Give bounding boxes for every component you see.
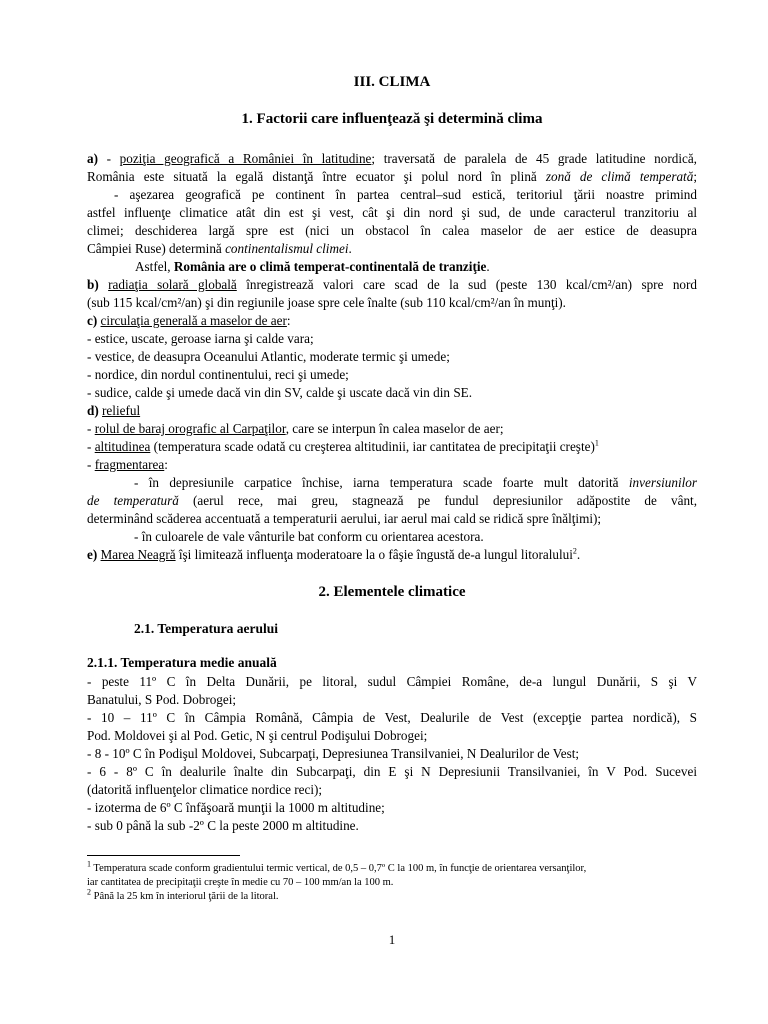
fragmentation-line-4: - în culoarele de vale vânturile bat conform cu orientarea acestora.: [134, 529, 484, 544]
temperature-line: - 8 - 10º C în Podişul Moldovei, Subcarpaţi, Depresiunea Transilvaniei, N Dealurilor de Vest;: [87, 746, 580, 761]
page-number: 1: [388, 932, 396, 947]
temperature-line: - izoterma de 6º C înfăşoară munţii la 1000 m altitudine;: [87, 800, 385, 815]
paragraph-b-line-1: b) radiaţia solară globală înregistrează valori care scad de la sud (peste 130 kcal/cm²/an) spre nord: [87, 277, 698, 292]
paragraph-a-line-3: - aşezarea geografică pe continent în partea central–sud estică, teritoriul ţării noastre primind: [114, 187, 697, 202]
footnote-separator: [87, 855, 240, 856]
section-heading-factors: 1. Factorii care influenţează şi determină clima: [241, 111, 543, 127]
footnote-1-line-2: iar cantitatea de precipitaţii creşte în medie cu 70 – 100 mm/an la 100 m.: [87, 877, 394, 888]
temperature-line: - peste 11º C în Delta Dunării, pe litoral, sudul Câmpiei Române, de-a lungul Dunării, S şi V: [87, 674, 697, 689]
relief-item-fragmentation: - fragmentarea:: [87, 457, 168, 472]
list-item: - estice, uscate, geroase iarna şi calde vara;: [87, 331, 314, 346]
paragraph-a-line-2: România este situată la egală distanţă între ecuator şi polul nord în plină zonă de climă temperată;: [87, 169, 697, 184]
temperature-line: (datorită influenţelor climatice nordice reci);: [87, 782, 323, 797]
paragraph-c-heading: c) circulaţia generală a maselor de aer:: [87, 313, 291, 328]
paragraph-a-line-1: a) - poziţia geografică a României în latitudine; traversată de paralela de 45 grade latitudine nordică,: [87, 151, 697, 166]
temperature-line: Pod. Moldovei şi al Pod. Getic, N şi centrul Podişului Dobrogei;: [87, 728, 428, 743]
chapter-title: III. CLIMA: [353, 74, 431, 90]
temperature-line: - sub 0 până la sub -2º C la peste 2000 m altitudine.: [87, 818, 359, 833]
paragraph-a-line-6: Câmpiei Ruse) determină continentalismul climei.: [87, 241, 352, 256]
footnote-ref-1[interactable]: 1: [594, 438, 599, 448]
subsection-heading: 2.1. Temperatura aerului: [134, 621, 278, 636]
list-item: - vestice, de deasupra Oceanului Atlantic, moderate termic şi umede;: [87, 349, 450, 364]
fragmentation-line-1: - în depresiunile carpatice închise, iarna temperatura scade foarte mult datorită inversiunilor: [134, 475, 697, 490]
paragraph-a-line-5: climei; deschiderea largă spre est (nici un obstacol în calea maselor de aer estice de deasupra: [87, 223, 697, 238]
paragraph-a-line-4: astfel influenţe climatice atât din est şi vest, cât şi din nord şi sud, de unde caracterul tranzitoriu al: [87, 205, 697, 220]
paragraph-b-line-2: (sub 115 kcal/cm²/an) şi din regiunile joase spre cele înalte (sub 110 kcal/cm²/an în munţi).: [87, 295, 566, 310]
footnote-ref-2[interactable]: 2: [572, 546, 577, 556]
list-item: - nordice, din nordul continentului, reci şi umede;: [87, 367, 349, 382]
fragmentation-line-2: de temperatură (aerul rece, mai greu, stagnează pe fundul depresiunilor adăpostite de vânt,: [87, 493, 697, 508]
relief-item-altitude: - altitudinea (temperatura scade odată cu creşterea altitudinii, iar cantitatea de precipitaţii creşte)$^1$: [87, 438, 599, 454]
temperature-line: - 6 - 8º C în dealurile înalte din Subcarpaţi, din E şi N Depresiunii Transilvaniei, în V Pod. Sucevei: [87, 764, 697, 779]
paragraph-e: e) Marea Neagră îşi limitează influenţa moderatoare la o fâşie îngustă de-a lungul litoralului$^2$.: [87, 546, 581, 562]
paragraph-a-line-7: Astfel, România are o climă temperat-continentală de tranziţie.: [135, 259, 490, 274]
temperature-line: - 10 – 11º C în Câmpia Română, Câmpia de Vest, Dealurile de Vest (excepţie partea nordică), S: [87, 710, 697, 725]
footnote-1-line-1: $^1$ Temperatura scade conform gradientului termic vertical, de 0,5 – 0,7º C la 100 m, în funcţie de orientarea versanţilor,: [87, 859, 587, 874]
fragmentation-line-3: determinând scăderea accentuată a temperaturii aerului, iar aerul mai cald se ridică spre înălţimi);: [87, 511, 602, 526]
relief-item-barrier: - rolul de baraj orografic al Carpaţilor, care se interpun în calea maselor de aer;: [87, 421, 504, 436]
footnote-2: $^2$ Până la 25 km în interiorul ţării de la litoral.: [87, 887, 279, 902]
temperature-line: Banatului, S Pod. Dobrogei;: [87, 692, 237, 707]
section-heading-elements: 2. Elementele climatice: [318, 584, 466, 600]
list-item: - sudice, calde şi umede dacă vin din SV, calde şi uscate dacă vin din SE.: [87, 385, 473, 400]
paragraph-d-heading: d) relieful: [87, 403, 141, 418]
subsubsection-heading: 2.1.1. Temperatura medie anuală: [87, 655, 277, 670]
